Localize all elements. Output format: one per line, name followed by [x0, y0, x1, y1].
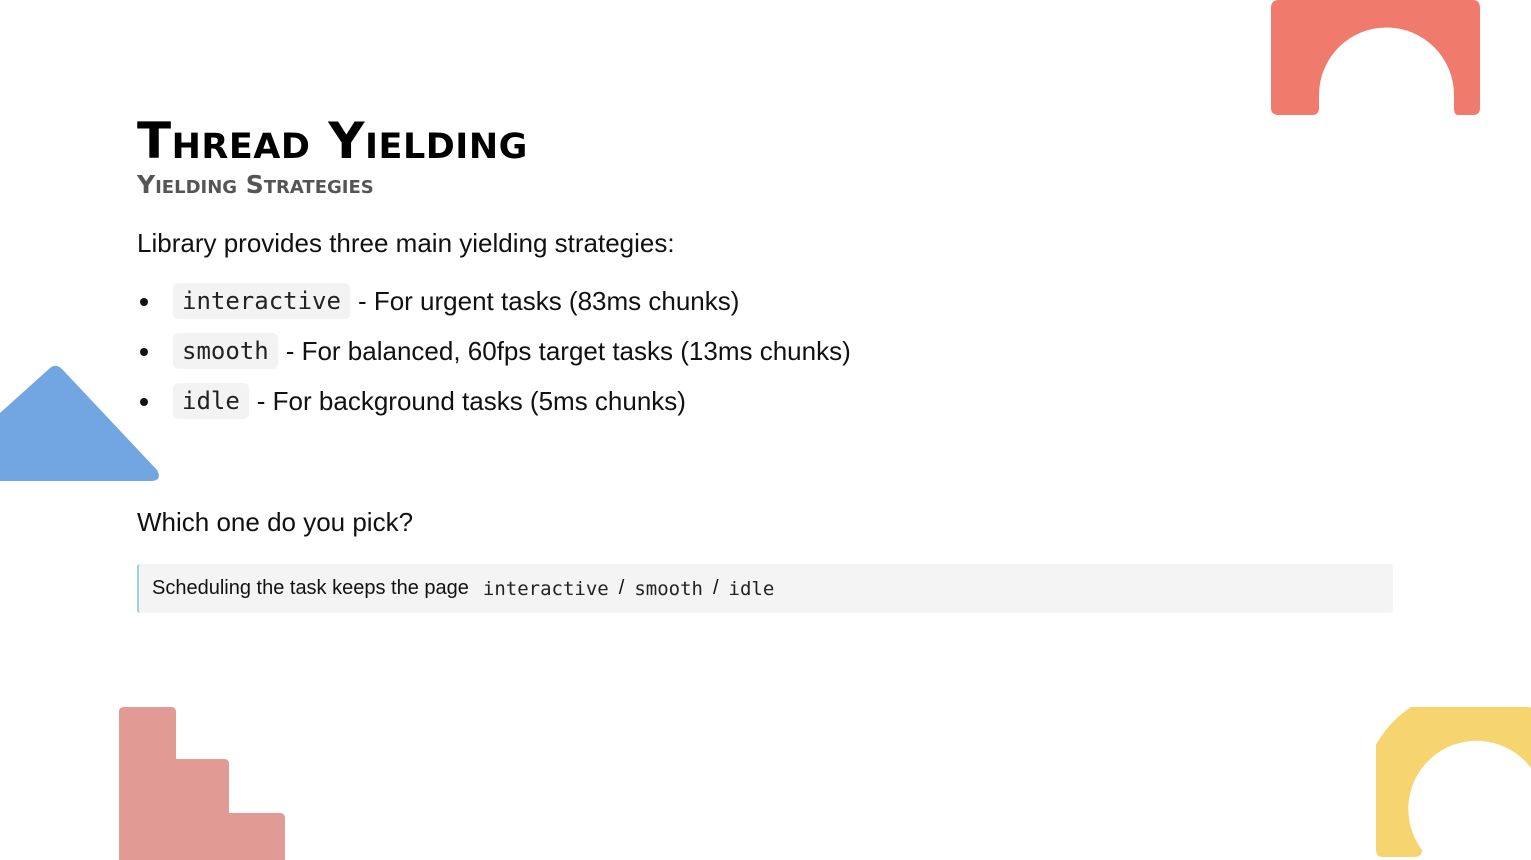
bullet-icon [140, 348, 148, 356]
coral-arch-shape [1271, 0, 1481, 116]
intro-text: Library provides three main yielding strategies: [137, 228, 675, 258]
strategy-description: - For background tasks (5ms chunks) [256, 385, 686, 416]
callout-box [137, 564, 1393, 613]
strategy-item-interactive [137, 282, 1393, 320]
pink-stairs-shape [119, 707, 285, 860]
strategy-list [137, 282, 1393, 420]
strategy-item-idle [137, 382, 1393, 420]
slide-subtitle: Yielding Strategies [137, 170, 374, 199]
callout-separator: / [712, 577, 719, 599]
callout-option-interactive: interactive [482, 577, 609, 600]
bullet-icon [140, 398, 148, 406]
slide-title: Thread Yielding [137, 112, 528, 170]
question-text: Which one do you pick? [137, 507, 414, 537]
slide-content [137, 112, 1393, 613]
callout-option-idle: idle [728, 577, 775, 600]
callout-separator: / [618, 577, 625, 599]
strategy-description: - For balanced, 60fps target tasks (13ms chunks) [285, 335, 851, 366]
callout-text: Scheduling the task keeps the page [152, 577, 469, 599]
strategy-code: smooth [173, 333, 278, 369]
yellow-arch-shape [1376, 707, 1531, 860]
callout-option-smooth: smooth [634, 577, 703, 600]
strategy-code: interactive [173, 283, 350, 319]
strategy-description: - For urgent tasks (83ms chunks) [357, 285, 740, 316]
bullet-icon [140, 298, 148, 306]
strategy-code: idle [173, 383, 249, 419]
strategy-item-smooth [137, 332, 1393, 370]
